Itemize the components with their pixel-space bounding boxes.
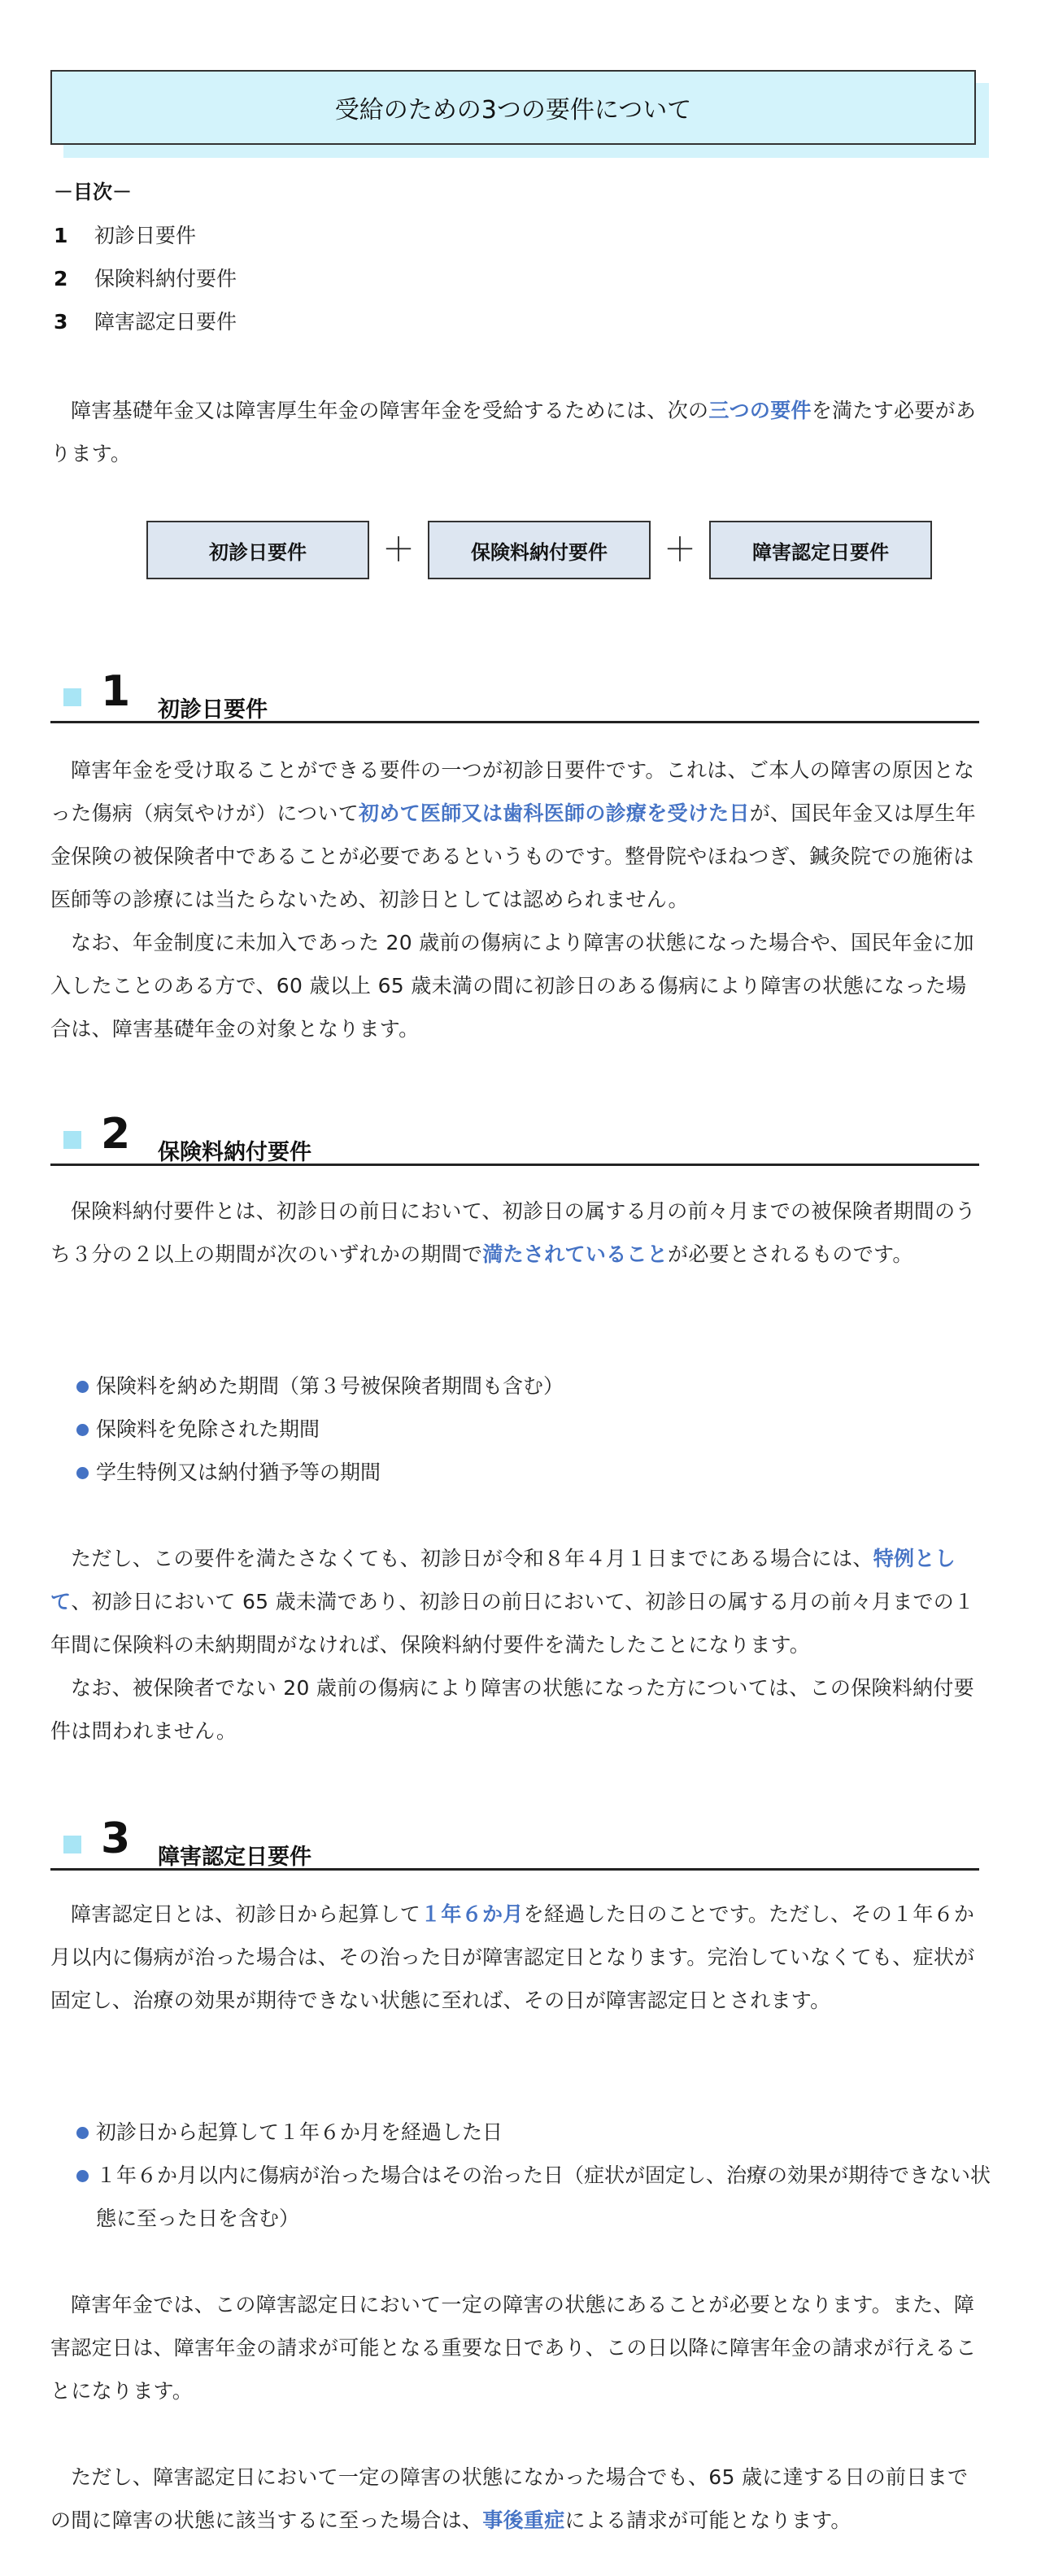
section-number: 1 bbox=[101, 667, 131, 716]
list-item: 保険料を免除された期間 bbox=[76, 1408, 999, 1451]
requirement-box-certification: 障害認定日要件 bbox=[709, 521, 932, 579]
section3-paragraph-1 bbox=[50, 1893, 986, 2022]
toc-item-number: 2 bbox=[54, 267, 68, 290]
section2-text: ただし、この要件を満たさなくても、初診日が令和８年４月１日までにある場合には、 bbox=[71, 1547, 873, 1570]
intro-text-end: を満たす必要があります。 bbox=[50, 399, 977, 465]
plus-sign: ＋ bbox=[382, 531, 415, 569]
section3-paragraph-2: 障害年金では、この障害認定日において一定の障害の状態にあることが必要となります。また、障害認定日は、障害年金の請求が可能となる重要な日であり、この日以降に障害年金の請求が行えることになります。 bbox=[50, 2293, 977, 2403]
section1-highlight: 初めて医師又は歯科医師の診療を受けた日 bbox=[359, 801, 750, 825]
section2-text: 保険料納付要件とは、初診日の前日において、初診日の属する月の前々月までの被保険者期間のうち３分の２以上の期間が次のいずれかの期間で bbox=[50, 1199, 976, 1266]
section-marker-icon bbox=[63, 1836, 81, 1853]
section2-paragraph-2 bbox=[50, 1537, 986, 1666]
toc-item-number: 1 bbox=[54, 224, 68, 247]
section2-paragraph-3: なお、被保険者でない 20 歳前の傷病により障害の状態になった方については、この保険料納付要件は問われません。 bbox=[50, 1676, 975, 1743]
plus-sign: ＋ bbox=[664, 531, 696, 569]
section2-highlight: 満たされていること bbox=[482, 1242, 669, 1266]
requirement-box-premium: 保険料納付要件 bbox=[428, 521, 651, 579]
section-title: 障害認定日要件 bbox=[158, 1845, 311, 1870]
toc-item[interactable] bbox=[54, 263, 237, 292]
section2-text-end: が必要とされるものです。 bbox=[668, 1242, 913, 1266]
intro-highlight: 三つの要件 bbox=[708, 399, 812, 422]
toc-item-label: 初診日要件 bbox=[94, 224, 197, 247]
section1-text: 障害年金を受け取ることができる要件の一つが初診日要件です。これは、ご本人の障害の原因となった傷病（病気やけが）について bbox=[50, 758, 975, 825]
section-number: 2 bbox=[101, 1110, 131, 1159]
toc-item[interactable] bbox=[54, 220, 196, 249]
section2-text-end: 、初診日において 65 歳未満であり、初診日の前日において、初診日の属する月の前々月までの１年間に保険料の未納期間がなければ、保険料納付要件を満たしたことになります。 bbox=[50, 1590, 975, 1657]
section1-paragraph-1 bbox=[50, 749, 986, 921]
intro-text: 障害基礎年金又は障害厚生年金の障害年金を受給するためには、次の bbox=[71, 399, 709, 422]
section-title: 初診日要件 bbox=[158, 697, 268, 723]
toc-item-number: 3 bbox=[54, 310, 68, 334]
toc-item[interactable] bbox=[54, 306, 237, 335]
list-item: １年６か月以内に傷病が治った場合はその治った日（症状が固定し、治療の効果が期待できない状態に至った日を含む） bbox=[76, 2154, 999, 2240]
section1-text-end: が、国民年金又は厚生年金保険の被保険者中であることが必要であるというものです。整骨院やほねつぎ、鍼灸院での施術は医師等の診療には当たらないため、初診日としては認められません。 bbox=[50, 801, 977, 911]
section2-paragraph-1 bbox=[50, 1190, 986, 1276]
list-item: 初診日から起算して１年６か月を経過した日 bbox=[76, 2111, 999, 2154]
section-title: 保険料納付要件 bbox=[158, 1140, 311, 1165]
section-heading-3 bbox=[50, 1814, 979, 1871]
list-item: 保険料を納めた期間（第３号被保険者期間も含む） bbox=[76, 1364, 999, 1408]
page-title: 受給のための3つの要件について bbox=[50, 70, 976, 145]
list-item: 学生特例又は納付猶予等の期間 bbox=[76, 1451, 999, 1494]
toc-heading: －目次－ bbox=[54, 181, 132, 203]
intro-paragraph bbox=[50, 389, 986, 475]
section3-paragraph-3 bbox=[50, 2456, 986, 2542]
section3-text-end: による請求が可能となります。 bbox=[564, 2508, 852, 2532]
section3-text-end: を経過した日のことです。ただし、その１年６か月以内に傷病が治った場合は、その治った日が障害認定日となります。完治していなくても、症状が固定し、治療の効果が期待できない状態に至れば、その日が障害認定日とされます。 bbox=[50, 1902, 975, 2012]
section-marker-icon bbox=[63, 1131, 81, 1149]
section-marker-icon bbox=[63, 688, 81, 706]
section2-highlight: 特例として bbox=[50, 1547, 956, 1613]
section-number: 3 bbox=[101, 1814, 131, 1863]
section1-paragraph-2: なお、年金制度に未加入であった 20 歳前の傷病により障害の状態になった場合や、国民年金に加入したことのある方で、60 歳以上 65 歳未満の間に初診日のある傷病により障害の状態になった場合は、障害基礎年金の対象となります。 bbox=[50, 931, 974, 1041]
section3-text: 障害認定日とは、初診日から起算して bbox=[71, 1902, 421, 1926]
section-heading-1 bbox=[50, 667, 979, 723]
toc-item-label: 障害認定日要件 bbox=[94, 310, 237, 334]
toc-item-label: 保険料納付要件 bbox=[94, 267, 237, 290]
section-heading-2 bbox=[50, 1110, 979, 1166]
title-banner bbox=[50, 70, 976, 145]
section3-highlight: 事後重症 bbox=[482, 2508, 565, 2532]
section3-text: ただし、障害認定日において一定の障害の状態になかった場合でも、65 歳に達する日の前日までの間に障害の状態に該当するに至った場合は、 bbox=[50, 2465, 969, 2532]
requirement-box-first-visit: 初診日要件 bbox=[146, 521, 369, 579]
section3-highlight: １年６か月 bbox=[420, 1902, 524, 1926]
